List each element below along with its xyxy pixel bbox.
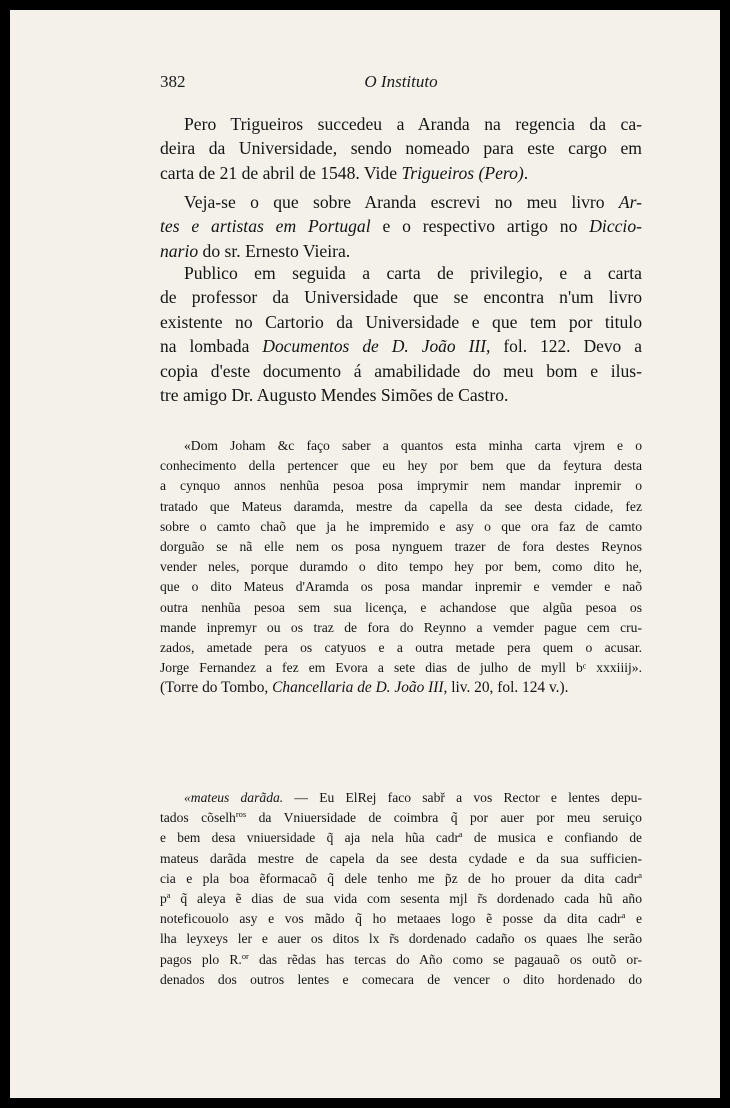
book-title: nario xyxy=(160,240,199,261)
quote-line xyxy=(160,869,642,889)
text-run: — Eu ElRej faco sabř a vos Rector e lentes depu- xyxy=(283,790,642,805)
text-run: cia e pla boa ẽformacaõ q̃ dele tenho me p̃z de ho prouer da dita cadr xyxy=(160,870,639,886)
superscript: ros xyxy=(235,809,247,820)
text-line: deira da Universidade, sendo nomeado para este cargo em xyxy=(160,138,642,159)
quote-line: mande inpremyr ou os traz de fora do Reynno a vemder pague cem cru- xyxy=(160,619,642,635)
quote-line xyxy=(160,808,642,828)
text-line xyxy=(160,161,642,185)
quote-line: lha leyxeys ler e auer os ditos lx r̃s dordenado cadaño os quaes lhe serão xyxy=(160,931,642,947)
book-title: Documentos de D. João III, xyxy=(262,336,491,357)
page-number: 382 xyxy=(160,72,186,91)
text-run: das rẽdas has tercas do Año como se pagauaõ os outõ or- xyxy=(248,951,642,967)
quoted-appointment xyxy=(160,788,642,990)
paragraph-1 xyxy=(160,112,642,185)
text-line xyxy=(160,214,642,238)
text-line xyxy=(160,190,642,214)
text-run: noteficouolo asy e vos mãdo q̃ ho metaaes logo ẽ posse da dita cadr xyxy=(160,911,622,927)
quote-line xyxy=(160,828,642,848)
quote-line: zados, ametade pera os catyuos e a outra metade pera quem o acusar. xyxy=(160,639,642,655)
quote-line xyxy=(160,909,642,929)
text-run: . xyxy=(523,162,529,183)
quote-line xyxy=(160,889,642,909)
text-line xyxy=(160,239,642,263)
quote-line xyxy=(160,788,642,808)
quote-line: que o dito Mateus d'Aramda os posa mandar inpremir e vemder e naõ xyxy=(160,579,642,595)
quote-line: outra nenhũa pesoa sem sua licença, e achandose que algũa pesoa os xyxy=(160,599,642,615)
superscript: a xyxy=(458,830,463,840)
text-run: liv. 20, fol. 124 v.). xyxy=(447,679,569,697)
text-line: Publico em seguida a carta de privilegio, e a carta xyxy=(184,263,642,283)
document-heading: «mateus darãda. xyxy=(184,790,284,805)
text-run: de musica e confiando de xyxy=(462,830,642,846)
cross-reference: Trigueiros (Pero) xyxy=(401,162,524,183)
text-run: carta de 21 de abril de 1548. Vide xyxy=(160,162,402,183)
citation-line xyxy=(160,678,642,698)
quote-line: denados dos outros lentes e comecara de vencer o dito hordenado do xyxy=(160,971,642,987)
quoted-charter xyxy=(160,436,642,698)
quote-line: conhecimento della pertencer que eu hey por bem que da feytura desta xyxy=(160,458,642,474)
text-run: e o respectivo artigo no xyxy=(370,216,590,237)
text-line: existente no Cartorio da Universidade e que tem por titulo xyxy=(160,311,642,332)
text-run: (Torre do Tombo, xyxy=(160,679,273,697)
text-run: p xyxy=(160,890,167,906)
quote-line: sobre o camto chaõ que ja he impremido e asy o que ora faz de camto xyxy=(160,518,642,534)
text-run: do sr. Ernesto Vieira. xyxy=(198,240,351,261)
text-line xyxy=(160,334,642,358)
text-line: Pero Trigueiros succedeu a Aranda na regencia da ca- xyxy=(184,114,642,134)
text-line: tre amigo Dr. Augusto Mendes Simões de Castro. xyxy=(160,384,509,405)
text-run: pagos plo R. xyxy=(160,951,242,967)
book-title: Diccio- xyxy=(589,216,642,237)
superscript: a xyxy=(638,869,642,880)
quote-line: a cynquo annos nenhũa pesoa posa imprymir nem mandar inpremir o xyxy=(160,478,642,494)
text-run: na lombada xyxy=(160,336,263,357)
book-title: tes e artistas em Portugal xyxy=(160,216,371,237)
quote-line: «Dom Joham &c faço saber a quantos esta minha carta vjrem e o xyxy=(184,438,642,453)
quote-line xyxy=(160,950,642,970)
quote-line: tratado que Mateus daramda, mestre da capella da see desta cidade, fez xyxy=(160,498,642,514)
text-line: copia d'este documento á amabilidade do meu bom e ilus- xyxy=(160,360,642,381)
archive-title: Chancellaria de D. João III, xyxy=(272,679,448,697)
book-page xyxy=(10,10,720,1098)
running-title: O Instituto xyxy=(364,72,438,91)
superscript: or xyxy=(241,950,249,961)
text-run: Veja-se o que sobre Aranda escrevi no meu livro xyxy=(184,192,619,212)
quote-line: Jorge Fernandez a fez em Evora a sete dias de julho de myll bᶜ xxxiiij». xyxy=(160,660,642,676)
superscript: a xyxy=(621,910,626,921)
page-header xyxy=(160,72,642,96)
text-run: tados cõselh xyxy=(160,810,236,826)
book-title: Ar- xyxy=(618,192,642,212)
quote-line: vender neles, porque duramdo o dito tempo hey por bem, como dito he, xyxy=(160,559,642,575)
text-run: da Vniuersidade de coimbra q̃ por auer por meu seruiço xyxy=(246,810,642,826)
paragraph-2 xyxy=(160,190,642,263)
quote-line: dorguão se nã elle nem os posa nynguem trazer de fora destes Reynos xyxy=(160,538,642,554)
text-run: q̃ aleya ẽ dias de sua vida com sesenta mjl r̃s dordenado cada hũ año xyxy=(170,890,642,906)
paragraph-3 xyxy=(160,261,642,407)
superscript: a xyxy=(166,889,171,900)
text-line: de professor da Universidade que se encontra n'um livro xyxy=(160,287,642,308)
text-run: fol. 122. Devo a xyxy=(490,336,642,357)
text-run: e bem desa vniuersidade q̃ aja nela hũa cadr xyxy=(160,830,459,846)
quote-line: mateus darãda mestre de capela da see desta cydade e da sua sufficien- xyxy=(160,850,642,866)
text-run: e xyxy=(625,911,642,927)
